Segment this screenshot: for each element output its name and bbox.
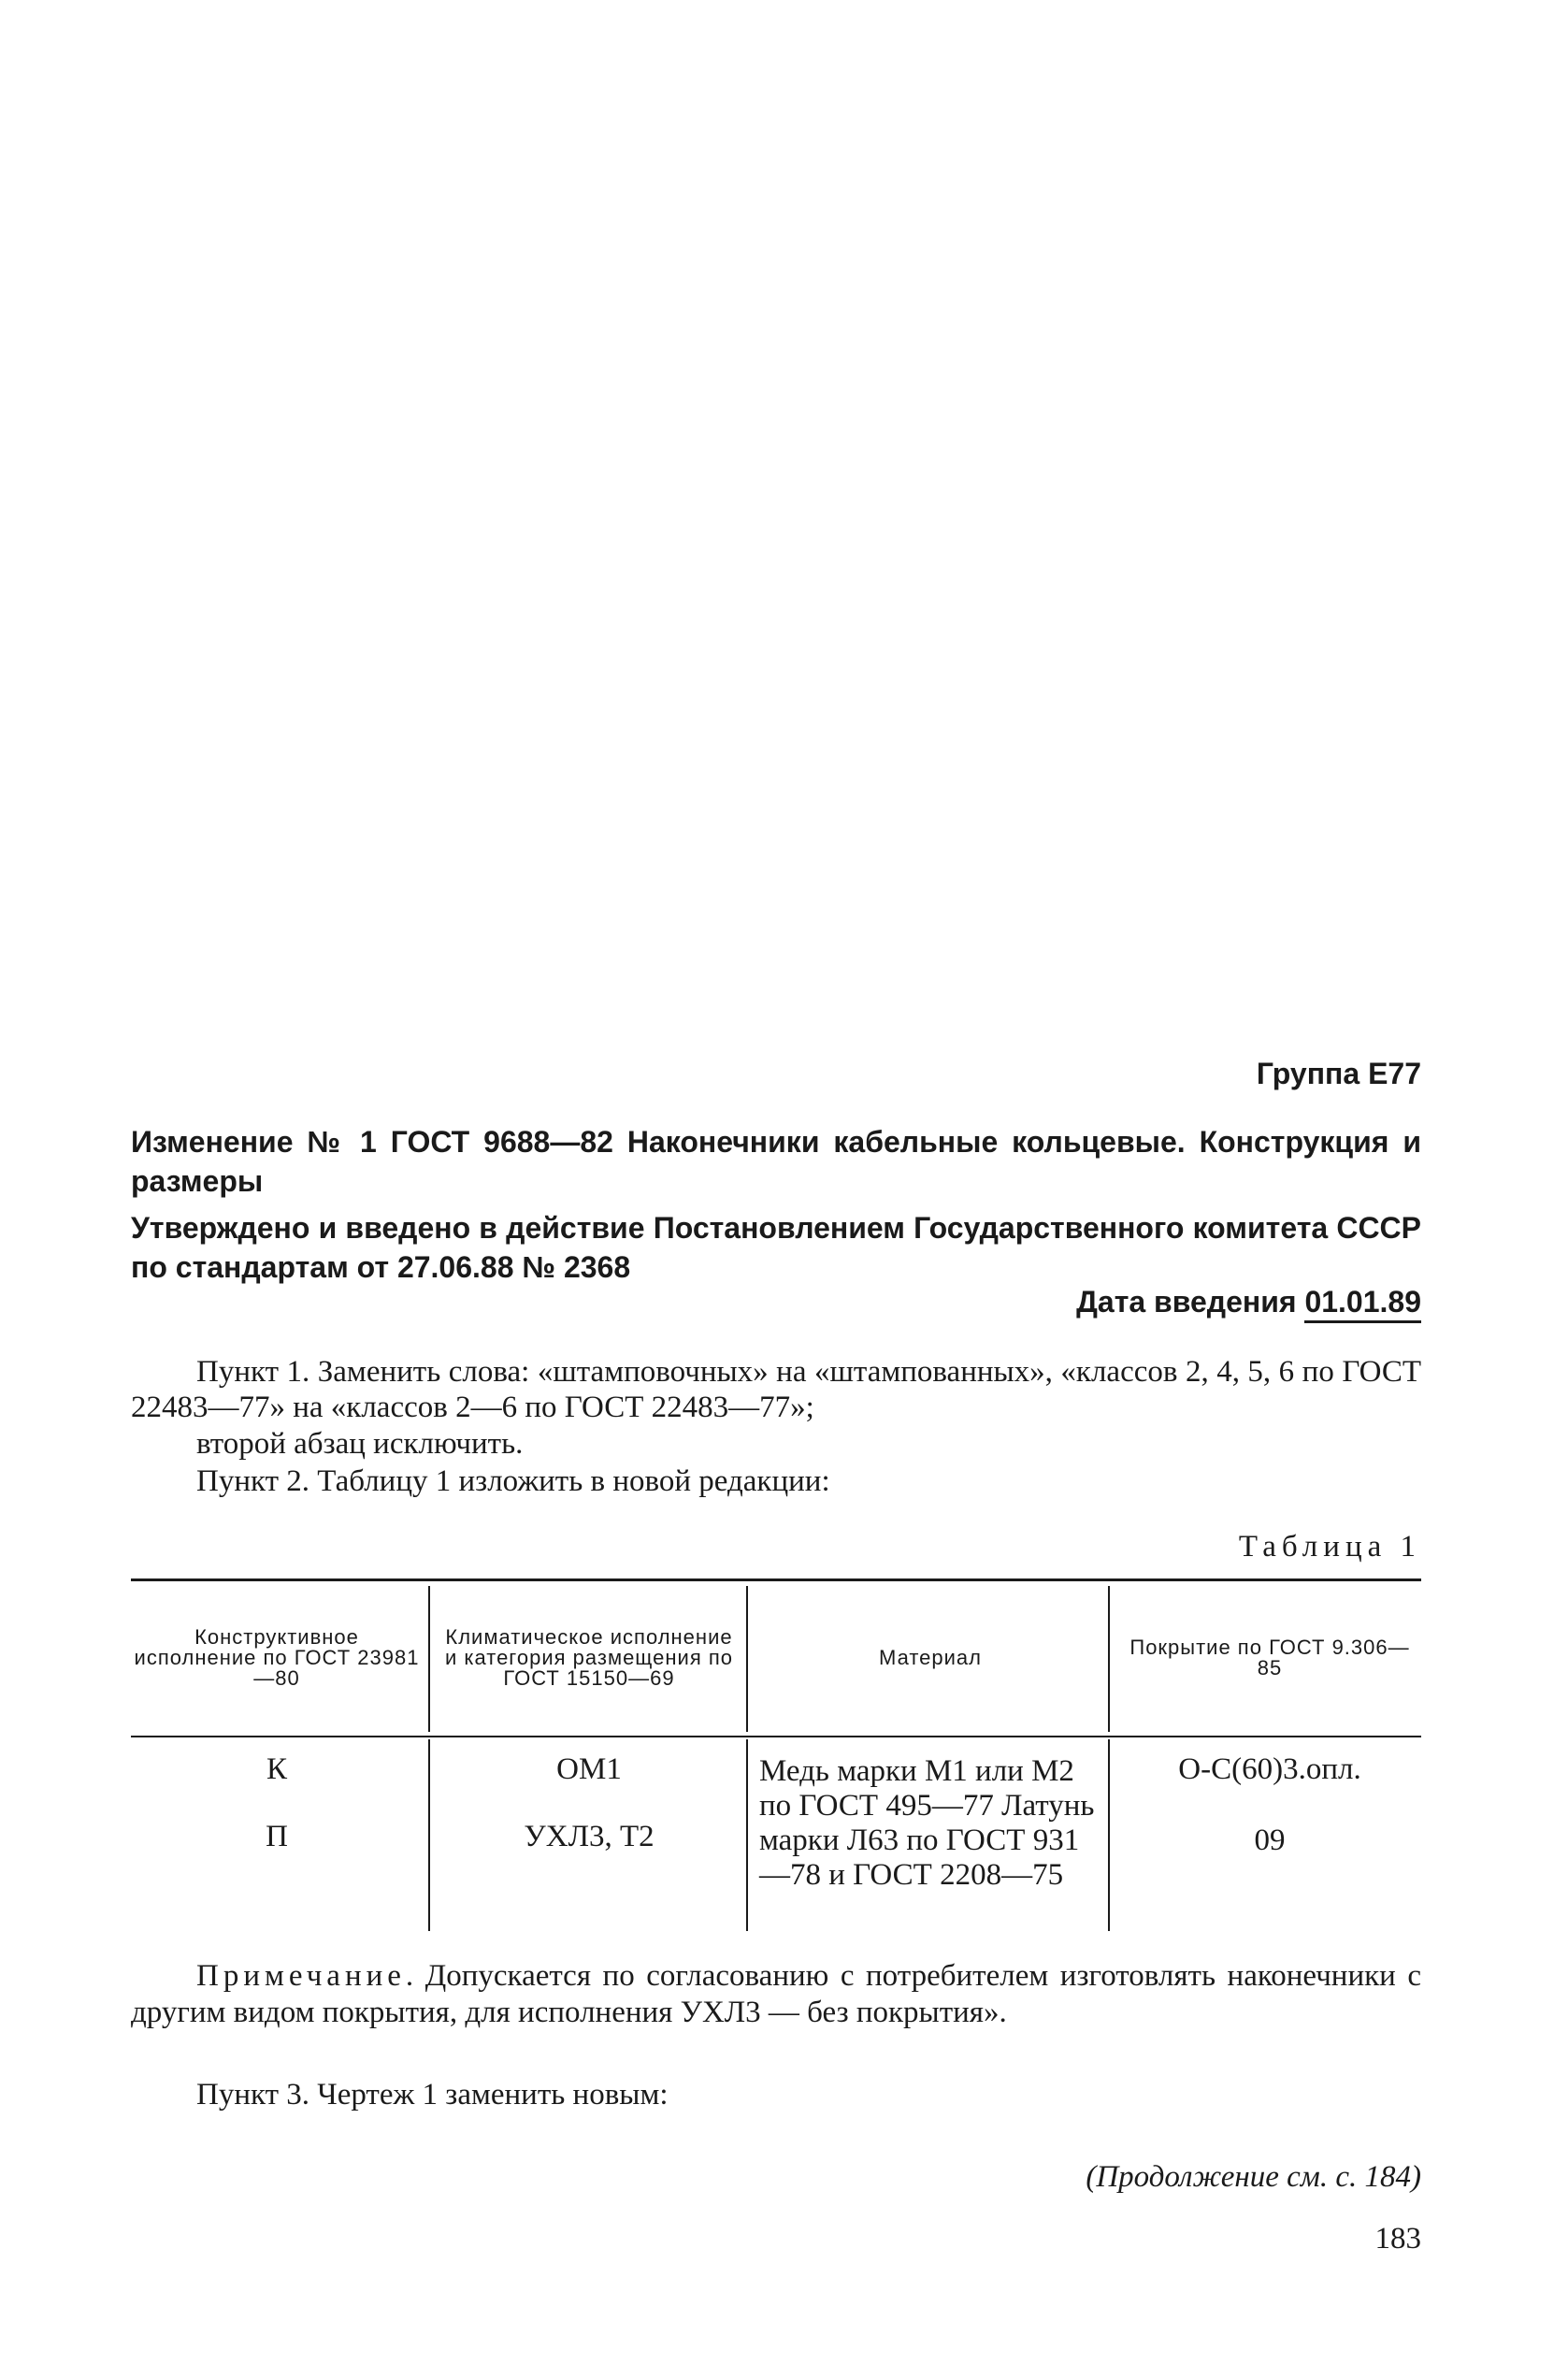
note-text: . Допускается по согласованию с потребителем изготовлять наконечники с другим видом покрытия, для исполнения УХЛ3 — без покрытия». [131, 1959, 1421, 2029]
group-code: Группа Е77 [1256, 1057, 1421, 1090]
table-divider [746, 1739, 748, 1931]
table-cell: 09 [1254, 1823, 1286, 1857]
introduction-date [1076, 1285, 1421, 1319]
table-cell: К [266, 1752, 287, 1786]
table-cell: О-С(60)3.опл. [1178, 1752, 1361, 1786]
paragraph-item-3: Пункт 3. Чертеж 1 заменить новым: [196, 2078, 669, 2112]
table-header-rule [131, 1736, 1421, 1737]
table-header-cell: Климатическое исполнение и категория размещения по ГОСТ 15150—69 [444, 1625, 734, 1690]
table-header-cell: Материал [879, 1646, 982, 1669]
document-page [131, 0, 1421, 2364]
table-cell: П [266, 1820, 288, 1853]
table-note [131, 1958, 1421, 2031]
table-caption: Таблица 1 [1238, 1530, 1421, 1564]
table-cell: ОМ1 [556, 1752, 622, 1786]
paragraph-item-2: Пункт 2. Таблицу 1 изложить в новой редакции: [196, 1464, 830, 1498]
date-value: 01.01.89 [1304, 1285, 1421, 1323]
table-divider [1108, 1739, 1110, 1931]
amendment-title: Изменение № 1 ГОСТ 9688—82 Наконечники кабельные кольцевые. Конструкция и размеры [131, 1125, 1421, 1198]
table-divider [1108, 1586, 1110, 1732]
table-cell: УХЛ3, Т2 [524, 1820, 655, 1853]
table-cell: Медь марки М1 или М2 по ГОСТ 495—77 Латунь марки Л63 по ГОСТ 931—78 и ГОСТ 2208—75 [759, 1754, 1095, 1892]
approval-statement: Утверждено и введено в действие Постановлением Государственного комитета СССР по стандартам от 27.06.88 № 2368 [131, 1211, 1421, 1284]
date-label: Дата введения [1076, 1285, 1297, 1319]
continuation-note: (Продолжение см. с. 184) [1086, 2160, 1421, 2194]
note-label: Примечание [196, 1959, 406, 1993]
paragraph-item-1-second: второй абзац исключить. [196, 1427, 524, 1461]
table-divider [746, 1586, 748, 1732]
table-header-cell: Конструктивное исполнение по ГОСТ 23981—80 [134, 1625, 420, 1690]
table-top-rule [131, 1578, 1421, 1581]
page-number: 183 [1374, 2222, 1421, 2256]
table-divider [428, 1739, 430, 1931]
table-header-cell: Покрытие по ГОСТ 9.306—85 [1129, 1636, 1410, 1679]
paragraph-item-1: Пункт 1. Заменить слова: «штамповочных» на «штампованных», «классов 2, 4, 5, 6 по ГОСТ 22483—77» на «классов 2—6 по ГОСТ 22483—77»; [131, 1355, 1421, 1424]
table-divider [428, 1586, 430, 1732]
